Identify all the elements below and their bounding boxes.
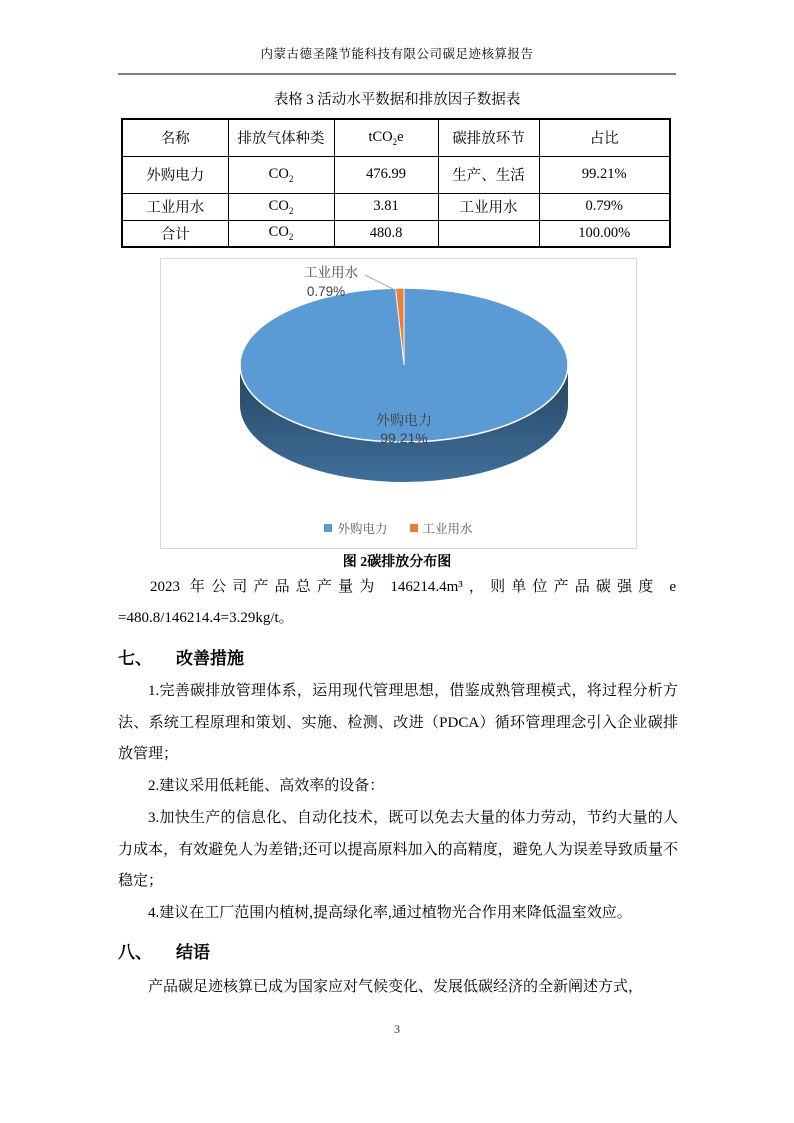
section-numeral: 七、 xyxy=(118,649,152,668)
page-header xyxy=(118,44,676,75)
section-title: 改善措施 xyxy=(176,649,244,668)
production-paragraph xyxy=(118,572,676,634)
cell-stage: 工业用水 xyxy=(438,193,539,220)
table-header-row xyxy=(122,119,670,156)
legend-swatch-orange-icon xyxy=(410,524,418,532)
pie-chart-frame xyxy=(160,258,637,549)
legend-label: 外购电力 xyxy=(337,522,388,536)
conclusion-paragraph xyxy=(118,972,678,1004)
table-row xyxy=(122,220,670,247)
pie-chart xyxy=(161,259,638,550)
cell-gas: $CO_2$ xyxy=(228,193,334,220)
chart-legend xyxy=(161,519,636,537)
cell-gas: $CO_2$ xyxy=(228,156,334,193)
conclusion-text: 产品碳足迹核算已成为国家应对气候变化、发展低碳经济的全新阐述方式， xyxy=(148,979,644,995)
legend-item-electricity xyxy=(324,519,387,537)
section-heading-improvements xyxy=(118,644,676,669)
cell-share: 99.21% xyxy=(539,156,670,193)
section-title: 结语 xyxy=(176,943,210,962)
section-heading-conclusion xyxy=(118,938,676,963)
cell-value: 480.8 xyxy=(334,220,438,247)
header-cell-share: 占比 xyxy=(539,119,670,156)
callout-label-pct: 0.79% xyxy=(306,284,346,299)
cell-name: 工业用水 xyxy=(122,193,228,220)
cell-value: 476.99 xyxy=(334,156,438,193)
cell-name: 外购电力 xyxy=(122,156,228,193)
legend-label: 工业用水 xyxy=(422,522,473,536)
cell-stage: 生产、生活 xyxy=(438,156,539,193)
legend-swatch-blue-icon xyxy=(324,524,332,532)
slice-label-name: 外购电力 xyxy=(376,412,432,428)
production-line-2: =480.8/146214.4=3.29kg/t。 xyxy=(118,610,294,626)
figure-caption: 图 2碳排放分布图 xyxy=(342,555,452,570)
slice-label-pct: 99.21% xyxy=(380,430,428,446)
cell-value: 3.81 xyxy=(334,193,438,220)
cell-share: 100.00% xyxy=(539,220,670,247)
cell-stage xyxy=(438,220,539,247)
header-cell-gas: 排放气体种类 xyxy=(228,119,334,156)
improvement-item-1: 1.完善碳排放管理体系，运用现代管理思想，借鉴成熟管理模式，将过程分析方法、系统工程原理和策划、实施、检测、改进（PDCA）循环管理理念引入企业碳排放管理； xyxy=(118,683,678,763)
improvement-item-4: 4.建议在工厂范围内植树,提高绿化率,通过植物光合作用来降低温室效应。 xyxy=(148,904,632,921)
table-row xyxy=(122,193,670,220)
section-numeral: 八、 xyxy=(118,943,152,962)
cell-name: 合计 xyxy=(122,220,228,247)
header-title: 内蒙古德圣隆节能科技有限公司碳足迹核算报告 xyxy=(260,47,534,61)
header-cell-stage: 碳排放环节 xyxy=(438,119,539,156)
improvement-item-2: 2.建议采用低耗能、高效率的设备： xyxy=(148,778,385,795)
table-row xyxy=(122,156,670,193)
improvement-item-3: 3.加快生产的信息化、自动化技术，既可以免去大量的体力劳动，节约大量的人力成本，有效避免人为差错;还可以提高原料加入的高精度，避免人为误差导致质量不稳定； xyxy=(118,809,678,890)
cell-share: 0.79% xyxy=(539,193,670,220)
cell-gas: $CO_2$ xyxy=(228,220,334,247)
page-number: 3 xyxy=(394,1022,400,1036)
production-line-1: 2023 年公司产品总产量为 146214.4m³，则单位产品碳强度 e xyxy=(150,579,676,595)
improvement-items xyxy=(118,676,678,930)
callout-label-name: 工业用水 xyxy=(304,265,358,280)
table-caption: 表格 3 活动水平数据和排放因子数据表 xyxy=(273,92,521,108)
header-cell-tco2e: tCO$_2$e xyxy=(334,119,438,156)
header-cell-name: 名称 xyxy=(122,119,228,156)
legend-item-water xyxy=(410,519,473,537)
activity-data-table xyxy=(121,118,671,248)
